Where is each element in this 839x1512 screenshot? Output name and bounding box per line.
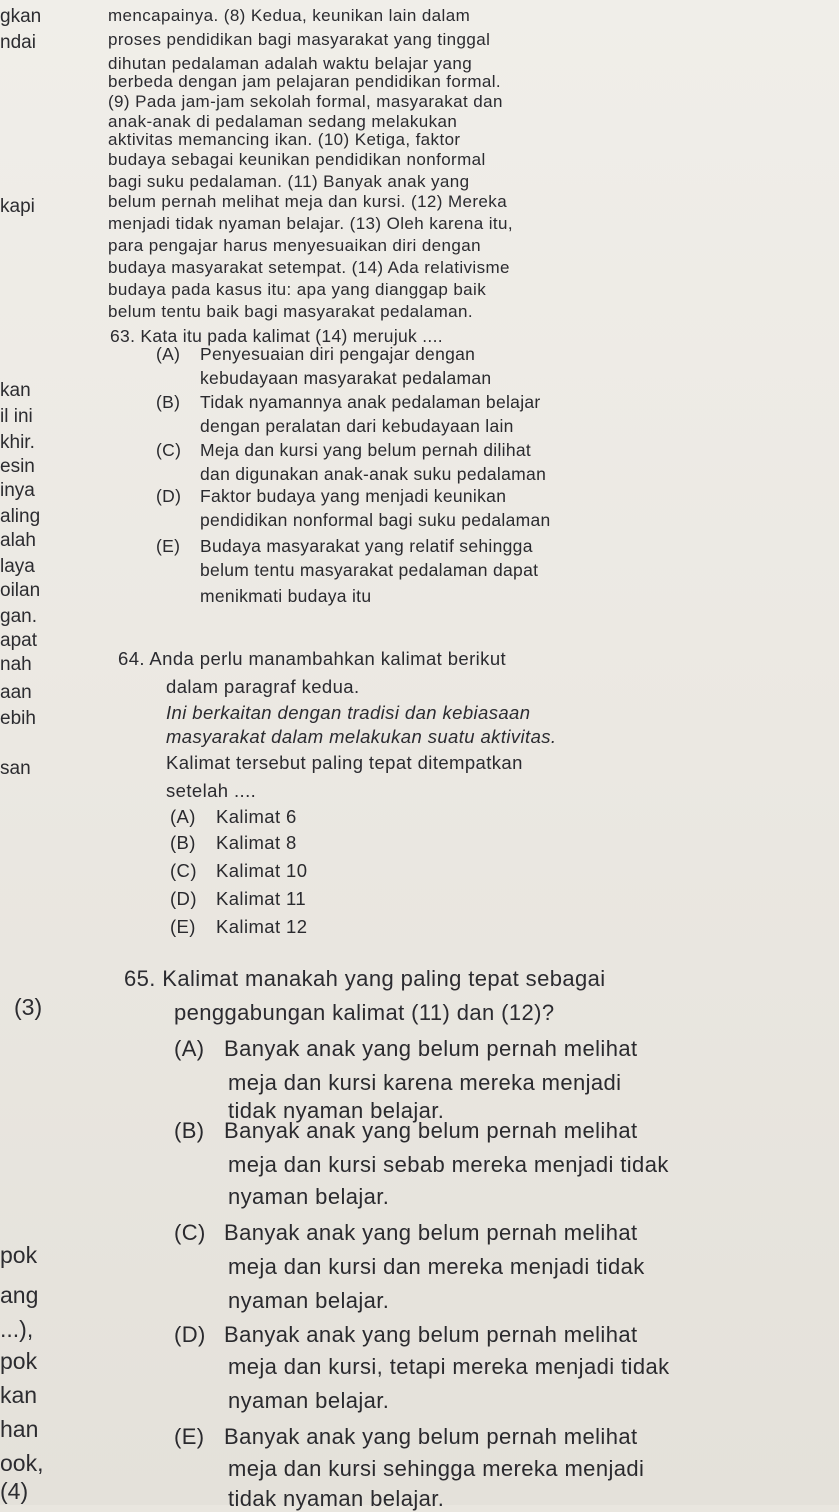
- left-margin-fragment: nah: [0, 654, 32, 675]
- left-margin-fragment: laya: [0, 556, 35, 577]
- option-text-line: tidak nyaman belajar.: [228, 1486, 445, 1511]
- option-letter: (B): [174, 1118, 205, 1143]
- option-letter: (B): [170, 832, 196, 853]
- option-text-line: meja dan kursi sebab mereka menjadi tidak: [228, 1152, 669, 1177]
- option-letter: (D): [156, 486, 182, 506]
- option-text-line: dan digunakan anak-anak suku pedalaman: [200, 464, 547, 484]
- left-margin-fragment: ndai: [0, 32, 36, 53]
- paragraph-line: budaya masyarakat setempat. (14) Ada relativisme: [108, 258, 510, 277]
- option-text-line: meja dan kursi karena mereka menjadi: [228, 1070, 622, 1095]
- option-letter: (B): [156, 392, 181, 412]
- option-letter: (A): [156, 344, 181, 364]
- option-letter: (E): [170, 916, 196, 937]
- left-margin-fragment: ebih: [0, 708, 36, 729]
- question-63-stem: 63. Kata itu pada kalimat (14) merujuk ....: [110, 326, 443, 346]
- option-text-line: Budaya masyarakat yang relatif sehingga: [200, 536, 533, 556]
- option-text: Kalimat 12: [216, 916, 308, 937]
- left-margin-fragment: oilan: [0, 580, 41, 601]
- left-margin-fragment: il ini: [0, 406, 33, 427]
- left-margin-fragment: inya: [0, 480, 35, 501]
- option-letter: (D): [174, 1322, 206, 1347]
- paragraph-line: bagi suku pedalaman. (11) Banyak anak yang: [108, 172, 470, 191]
- option-letter: (C): [156, 440, 182, 460]
- option-text-line: dengan peralatan dari kebudayaan lain: [200, 416, 514, 436]
- paragraph-line: mencapainya. (8) Kedua, keunikan lain dalam: [108, 6, 471, 25]
- option-text-line: Banyak anak yang belum pernah melihat: [224, 1036, 638, 1061]
- option-text-line: Tidak nyamannya anak pedalaman belajar: [200, 392, 541, 412]
- option-text-line: Banyak anak yang belum pernah melihat: [224, 1118, 638, 1143]
- left-margin-fragment: (4): [0, 1478, 29, 1504]
- paragraph-line: proses pendidikan bagi masyarakat yang tinggal: [108, 30, 491, 49]
- paragraph-line: budaya pada kasus itu: apa yang dianggap baik: [108, 280, 487, 299]
- question-64-stem-line: 64. Anda perlu manambahkan kalimat berikut: [118, 648, 507, 669]
- option-letter: (A): [174, 1036, 205, 1061]
- left-margin-fragment: alah: [0, 530, 36, 551]
- paragraph-line: budaya sebagai keunikan pendidikan nonformal: [108, 150, 486, 169]
- question-64-instruction-line: setelah ....: [166, 780, 257, 801]
- option-text-line: Banyak anak yang belum pernah melihat: [224, 1424, 638, 1449]
- option-letter: (A): [170, 806, 196, 827]
- left-margin-fragment: pok: [0, 1348, 38, 1374]
- left-column-fragments: [0, 0, 100, 1505]
- left-margin-fragment: khir.: [0, 432, 35, 453]
- option-text-line: meja dan kursi, tetapi mereka menjadi tidak: [228, 1354, 670, 1379]
- left-margin-fragment: kan: [0, 1382, 38, 1408]
- left-margin-fragment: aling: [0, 506, 41, 527]
- paragraph-line: anak-anak di pedalaman sedang melakukan: [108, 112, 458, 131]
- left-margin-fragment: apat: [0, 630, 37, 651]
- left-margin-fragment: kapi: [0, 196, 35, 217]
- option-text: Kalimat 10: [216, 860, 308, 881]
- left-margin-fragment: gan.: [0, 606, 37, 627]
- question-65-stem-line: penggabungan kalimat (11) dan (12)?: [174, 1000, 555, 1025]
- question-64-quote-line: Ini berkaitan dengan tradisi dan kebiasaan: [166, 702, 531, 723]
- option-letter: (C): [174, 1220, 206, 1245]
- option-text-line: Banyak anak yang belum pernah melihat: [224, 1322, 638, 1347]
- left-margin-fragment: esin: [0, 456, 35, 477]
- paragraph-line: aktivitas memancing ikan. (10) Ketiga, faktor: [108, 130, 461, 149]
- option-text: Kalimat 6: [216, 806, 297, 827]
- left-margin-fragment: han: [0, 1416, 39, 1442]
- left-margin-fragment: ang: [0, 1282, 39, 1308]
- question-64-instruction-line: Kalimat tersebut paling tepat ditempatkan: [166, 752, 523, 773]
- option-text-line: tidak nyaman belajar.: [228, 1098, 445, 1123]
- option-letter: (E): [174, 1424, 205, 1449]
- left-margin-fragment: aan: [0, 682, 32, 703]
- option-text-line: kebudayaan masyarakat pedalaman: [200, 368, 492, 388]
- question-64-quote-line: masyarakat dalam melakukan suatu aktivitas.: [166, 726, 557, 747]
- option-text-line: meja dan kursi dan mereka menjadi tidak: [228, 1254, 645, 1279]
- option-text-line: nyaman belajar.: [228, 1184, 390, 1209]
- paragraph-line: (9) Pada jam-jam sekolah formal, masyarakat dan: [108, 92, 503, 111]
- option-text-line: menikmati budaya itu: [200, 586, 372, 606]
- left-margin-fragment: gkan: [0, 6, 42, 27]
- paragraph-line: berbeda dengan jam pelajaran pendidikan formal.: [108, 72, 502, 91]
- left-margin-fragment: ook,: [0, 1450, 44, 1476]
- option-text-line: Penyesuaian diri pengajar dengan: [200, 344, 476, 364]
- question-number-label: (3): [14, 994, 43, 1020]
- left-margin-fragment: kan: [0, 380, 31, 401]
- paragraph-line: belum pernah melihat meja dan kursi. (12) Mereka: [108, 192, 508, 211]
- paragraph-line: menjadi tidak nyaman belajar. (13) Oleh karena itu,: [108, 214, 513, 233]
- option-text: Kalimat 8: [216, 832, 297, 853]
- option-text: Kalimat 11: [216, 888, 307, 909]
- option-text-line: Meja dan kursi yang belum pernah dilihat: [200, 440, 532, 460]
- paragraph-line: para pengajar harus menyesuaikan diri dengan: [108, 236, 481, 255]
- option-text-line: Banyak anak yang belum pernah melihat: [224, 1220, 638, 1245]
- option-text-line: Faktor budaya yang menjadi keunikan: [200, 486, 507, 506]
- left-margin-fragment: pok: [0, 1242, 38, 1268]
- question-65-stem-line: 65. Kalimat manakah yang paling tepat sebagai: [124, 966, 606, 991]
- option-text-line: pendidikan nonformal bagi suku pedalaman: [200, 510, 551, 530]
- option-letter: (C): [170, 860, 197, 881]
- option-letter: (E): [156, 536, 181, 556]
- option-letter: (D): [170, 888, 197, 909]
- left-margin-fragment: san: [0, 758, 31, 779]
- option-text-line: belum tentu masyarakat pedalaman dapat: [200, 560, 539, 580]
- option-text-line: meja dan kursi sehingga mereka menjadi: [228, 1456, 645, 1481]
- question-64-stem-line: dalam paragraf kedua.: [166, 676, 360, 697]
- paragraph-line: dihutan pedalaman adalah waktu belajar yang: [108, 54, 473, 73]
- paragraph-line: belum tentu baik bagi masyarakat pedalaman.: [108, 302, 473, 321]
- option-text-line: nyaman belajar.: [228, 1288, 390, 1313]
- left-margin-fragment: ...),: [0, 1316, 34, 1342]
- option-text-line: nyaman belajar.: [228, 1388, 390, 1413]
